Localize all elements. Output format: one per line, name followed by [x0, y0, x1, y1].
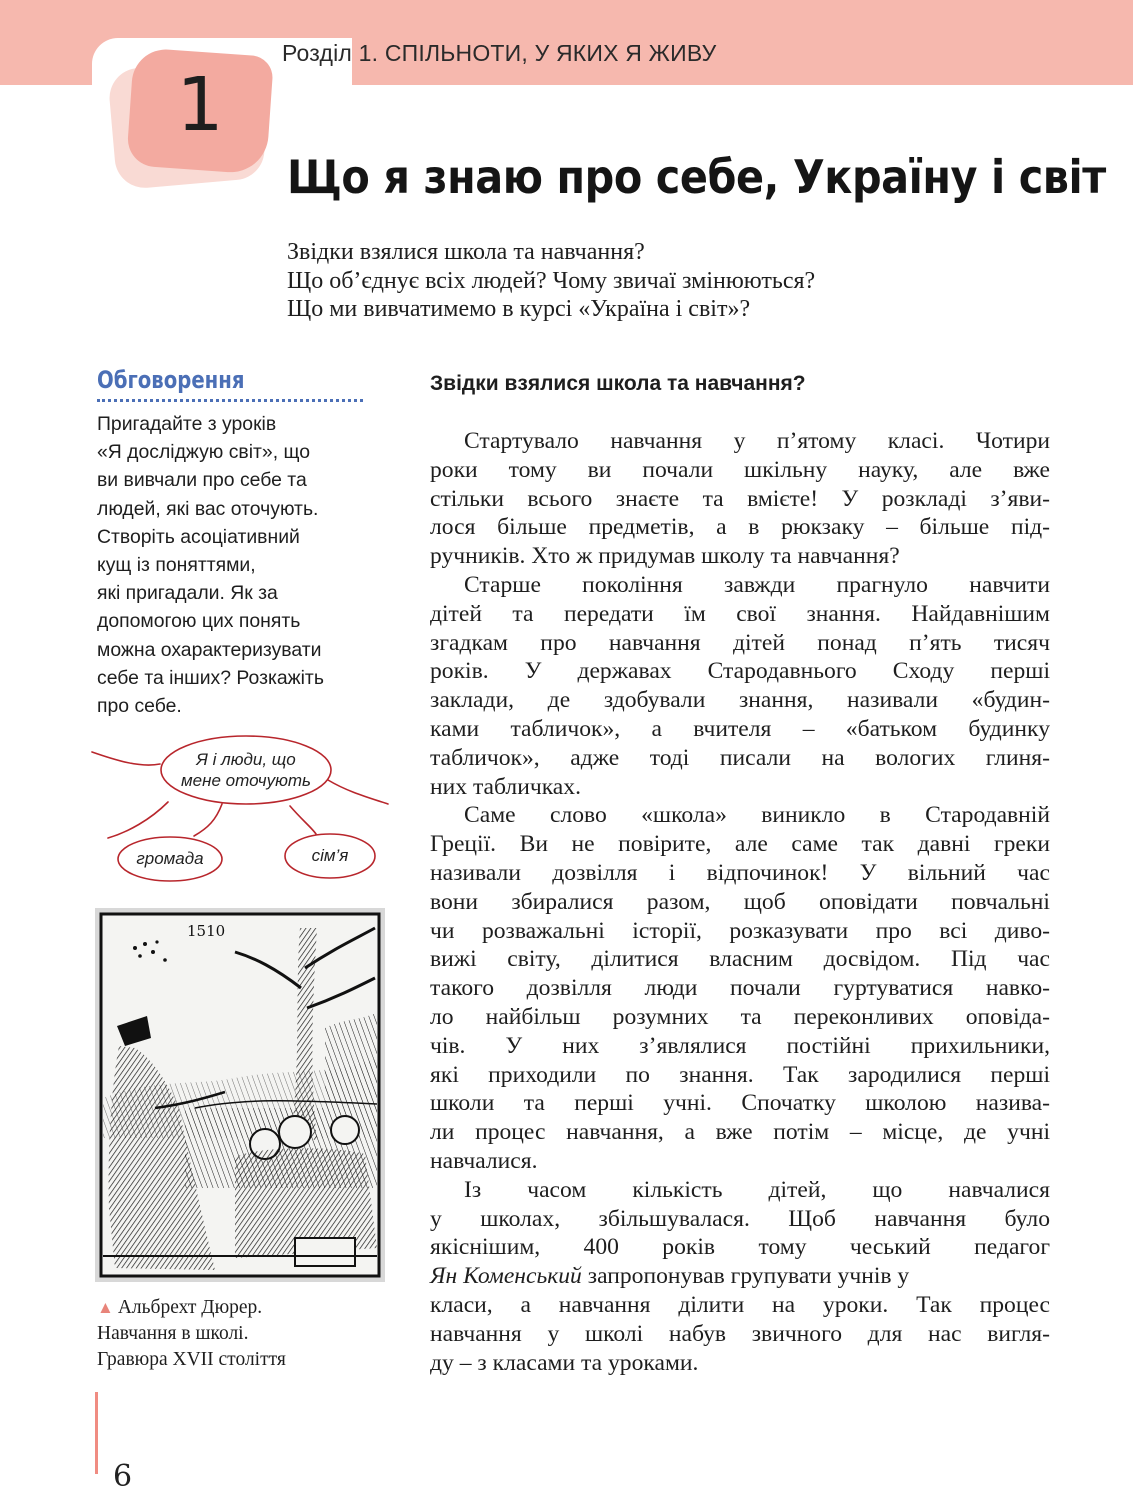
mind-map-center-node	[161, 736, 331, 804]
discussion-line: які пригадали. Як за	[97, 582, 278, 605]
body-line: них табличках.	[430, 773, 581, 800]
body-line: ли процес навчання, а вже потім – місце, де учні	[430, 1119, 1050, 1146]
body-line: лося більше предметів, а в рюкзаку – більше під-	[430, 514, 1050, 541]
engraving-year: 1510	[187, 922, 226, 940]
discussion-line: людей, які вас оточують.	[97, 497, 319, 520]
discussion-heading: Обговорення	[97, 366, 245, 394]
discussion-line: кущ із поняттями,	[97, 554, 256, 577]
body-line: ручників. Хто ж придумав школу та навчання?	[430, 543, 900, 570]
body-line: школи та перші учні. Спочатку школою назива-	[430, 1090, 1050, 1117]
discussion-text	[97, 410, 372, 720]
body-line: вижі світу, ділитися власним досвідом. Під час	[430, 946, 1050, 973]
body-line: називали дозвілля і відпочинок! У вільний час	[430, 859, 1050, 886]
caption-line: Гравюра XVII століття	[97, 1349, 286, 1370]
body-line: які приходили по знання. Так зародилися перші	[430, 1061, 1050, 1088]
body-line: Старше покоління завжди прагнуло навчити	[464, 571, 1050, 598]
discussion-line: можна охарактеризувати	[97, 638, 322, 661]
body-line: згадкам про навчання дітей понад п’ять тисяч	[430, 629, 1050, 656]
body-line: табличок», адже тоді писали на вологих глиня-	[430, 744, 1050, 771]
discussion-line: ви вивчали про себе та	[97, 469, 307, 492]
discussion-divider	[97, 399, 363, 402]
body-line: роки тому ви почали шкільну науку, але вже	[430, 456, 1050, 483]
lesson-question: Що об’єднує всіх людей? Чому звичаї змінюються?	[287, 267, 816, 294]
body-line: навчання у школі набув звичного для нас вигля-	[430, 1320, 1050, 1347]
body-line-fragment: запропонував групувати учнів у	[581, 1263, 910, 1290]
body-line: класи, а навчання ділити на уроки. Так процес	[430, 1291, 1050, 1318]
person-name-komensky: Ян Коменський	[430, 1263, 582, 1290]
lesson-question: Що ми вивчатимемо в курсі «Україна і світ»?	[287, 296, 751, 322]
discussion-line: Створіть асоціативний	[97, 525, 300, 548]
body-text	[430, 427, 1050, 1377]
body-line: дітей та передати їм свої знання. Найдавнішим	[430, 600, 1050, 627]
body-line: Саме слово «школа» виникло в Стародавній	[464, 802, 1050, 829]
body-line: такого дозвілля люди почали гуртуватися навко-	[430, 975, 1050, 1002]
body-line: у школах, збільшувалася. Щоб навчання було	[430, 1205, 1050, 1232]
mind-map-node-community: громада	[136, 849, 204, 868]
body-line: Із часом кількість дітей, що навчалися	[464, 1176, 1050, 1203]
discussion-line: Пригадайте з уроків	[97, 413, 277, 435]
discussion-line: себе та інших? Розкажіть	[97, 666, 324, 689]
body-line: ками табличок», а вчителя – «батьком будинку	[430, 715, 1050, 742]
mind-map-center-line2: мене оточують	[181, 771, 311, 790]
chapter-number: 1	[176, 62, 224, 148]
caption-line: Навчання в школі.	[97, 1323, 249, 1344]
body-line: заклади, де здобували знання, називали «будин-	[430, 687, 1050, 714]
section-heading: Звідки взялися школа та навчання?	[430, 372, 806, 395]
body-line: Стартувало навчання у п’ятому класі. Чотири	[464, 428, 1050, 454]
lesson-question: Звідки взялися школа та навчання?	[287, 239, 645, 265]
mind-map-center-line1: Я і люди, що	[196, 750, 296, 769]
body-line: ло найбільш розумних та переконливих оповіда-	[430, 1003, 1050, 1030]
section-title: Розділ 1. СПІЛЬНОТИ, У ЯКИХ Я ЖИВУ	[282, 40, 717, 66]
discussion-line: про себе.	[97, 695, 182, 718]
body-line: Греції. Ви не повірите, але саме так давні греки	[430, 831, 1050, 858]
lesson-title: Що я знаю про себе, Україну і світ	[287, 150, 1106, 204]
body-line: років. У державах Стародавнього Сходу перші	[430, 658, 1050, 685]
mind-map	[90, 728, 390, 888]
mind-map-node-family: сім’я	[311, 846, 349, 865]
body-line: стільки всього знаєте та вмієте! У розкладі з’яви-	[430, 485, 1050, 512]
body-line: ду – з класами та уроками.	[430, 1349, 699, 1376]
page-number-rule	[95, 1392, 98, 1474]
image-caption	[97, 1295, 397, 1373]
body-line: чи розважальні історії, розказувати про всі диво-	[430, 917, 1050, 944]
caption-triangle-icon: ▲	[97, 1298, 114, 1317]
lesson-questions	[287, 238, 987, 324]
discussion-line: «Я досліджую світ», що	[97, 441, 310, 464]
discussion-line: допомогою цих понять	[97, 610, 301, 633]
body-line: якіснішим, 400 років тому чеський педагог	[430, 1234, 1050, 1261]
body-line: навчалися.	[430, 1147, 538, 1174]
caption-line: Альбрехт Дюрер.	[117, 1297, 263, 1318]
engraving-image	[95, 908, 385, 1282]
body-line: чів. У них з’являлися постійні прихильники,	[430, 1032, 1050, 1059]
page-number: 6	[113, 1459, 133, 1494]
body-line: вони збиралися разом, щоб оповідати повчальні	[430, 888, 1050, 915]
body-line	[430, 1262, 1050, 1291]
